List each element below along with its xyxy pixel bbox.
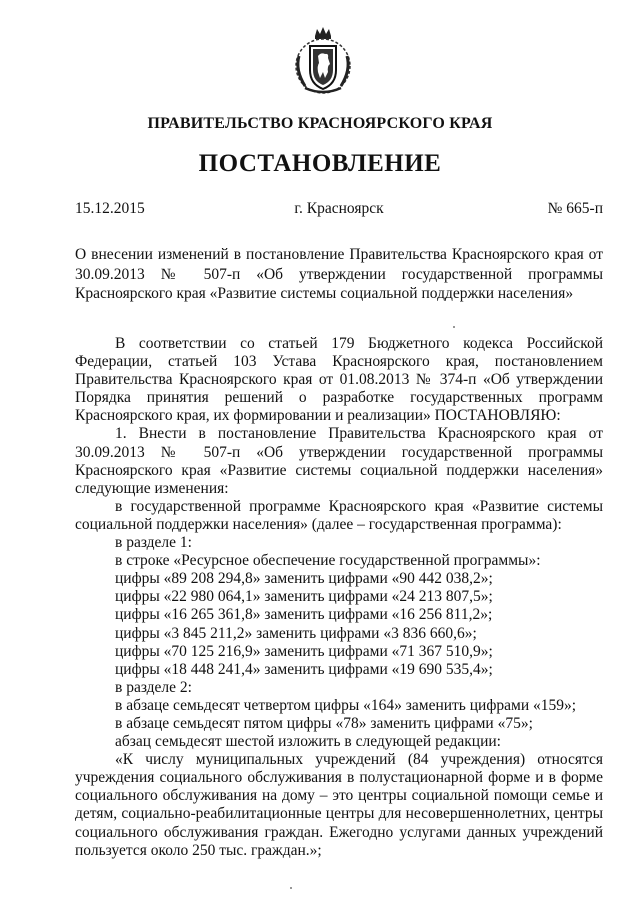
government-title: ПРАВИТЕЛЬСТВО КРАСНОЯРСКОГО КРАЯ	[147, 115, 493, 132]
list-item: абзац семьдесят шестой изложить в следующей редакции:	[115, 733, 501, 751]
list-item: в абзаце семьдесят пятом цифры «78» заменить цифрами «75»;	[115, 714, 533, 732]
document-number: № 665-п	[547, 200, 603, 217]
list-item: в строке «Ресурсное обеспечение государственной программы»:	[115, 552, 541, 570]
document-body	[75, 335, 603, 860]
list-item: цифры «89 208 294,8» заменить цифрами «90 442 038,2»;	[115, 570, 493, 588]
list-item: цифры «70 125 216,9» заменить цифрами «71 367 510,9»;	[115, 642, 493, 660]
list-item: цифры «18 448 241,4» заменить цифрами «19 690 535,4»;	[115, 660, 493, 678]
preamble-paragraph: В соответствии со статьей 179 Бюджетного кодекса Российской Федерации, статьей 103 Устава Красноярского края, постановлением Правительства Красноярского края от 01.08.2013 № 374-п «Об утверждении Порядка принятия решений о разработке государственных программ Красноярского края, их формировании и реализации» ПОСТАНОВЛЯЮ:	[75, 335, 603, 425]
document-meta-row	[75, 200, 603, 220]
document-type-title: ПОСТАНОВЛЕНИЕ	[198, 150, 442, 177]
scan-speck	[290, 887, 292, 889]
list-item: в разделе 2:	[115, 678, 192, 696]
document-subject: О внесении изменений в постановление Правительства Красноярского края от 30.09.2013 № 507-п «Об утверждении государственной программы Красноярского края «Развитие системы социальной поддержки населения»	[75, 246, 603, 302]
krasnoyarsk-coat-of-arms-icon	[291, 26, 355, 96]
list-item: цифры «3 845 211,2» заменить цифрами «3 836 660,6»;	[115, 624, 477, 642]
list-item: цифры «16 265 361,8» заменить цифрами «16 256 811,2»;	[115, 606, 493, 624]
scan-speck	[453, 326, 455, 328]
list-item: цифры «22 980 064,1» заменить цифрами «24 213 807,5»;	[115, 588, 493, 606]
list-item: в абзаце семьдесят четвертом цифры «164» заменить цифрами «159»;	[115, 696, 577, 714]
quoted-paragraph: «К числу муниципальных учреждений (84 учреждения) относятся учреждения социального обслуживания в полустационарной форме и в форме социального обслуживания на дому – это центры социальной помощи семье и детям, социально-реабилитационные центры для несовершеннолетних, центры социального обслуживания граждан. Ежегодно услугами данных учреждений пользуется около 250 тыс. граждан.»;	[75, 751, 603, 859]
list-item: в разделе 1:	[115, 534, 192, 552]
document-city: г. Красноярск	[294, 200, 384, 217]
program-intro-paragraph: в государственной программе Красноярского края «Развитие системы социальной поддержки населения» (далее – государственная программа):	[75, 497, 603, 533]
item-1-paragraph: 1. Внести в постановление Правительства Красноярского края от 30.09.2013 № 507-п «Об утверждении государственной программы Красноярского края «Развитие системы социальной поддержки населения» следующие изменения:	[75, 425, 603, 497]
document-date: 15.12.2015	[75, 200, 145, 217]
